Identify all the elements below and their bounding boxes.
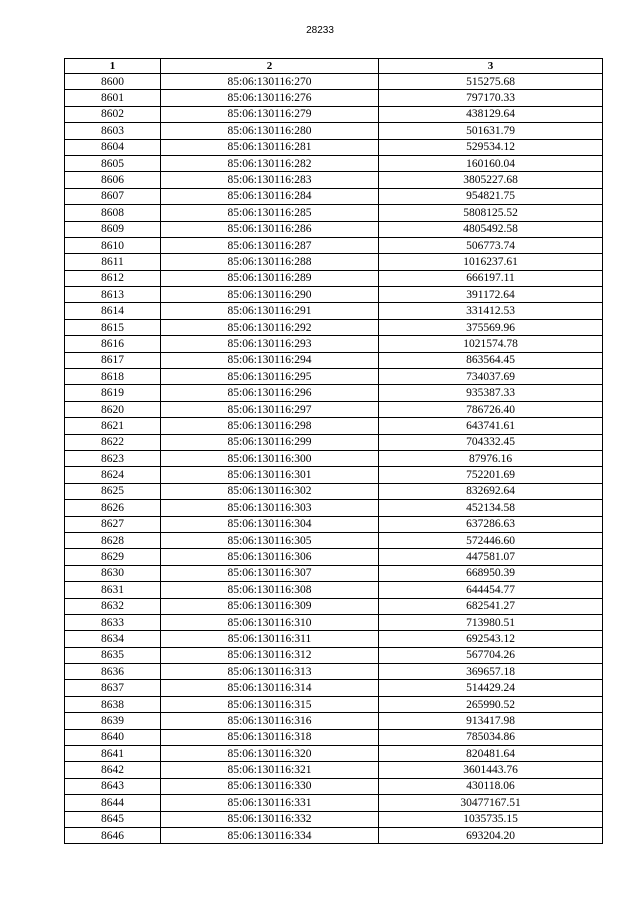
table-row bbox=[65, 680, 603, 696]
table-row bbox=[65, 746, 603, 762]
cadastral-number-cell: 85:06:130116:295 bbox=[161, 369, 379, 385]
value-cell: 643741.61 bbox=[379, 418, 603, 434]
value-cell: 832692.64 bbox=[379, 483, 603, 499]
table-row bbox=[65, 418, 603, 434]
table-body bbox=[65, 74, 603, 844]
value-cell: 4805492.58 bbox=[379, 221, 603, 237]
row-number-cell: 8613 bbox=[65, 287, 161, 303]
value-cell: 1021574.78 bbox=[379, 336, 603, 352]
row-number-cell: 8644 bbox=[65, 795, 161, 811]
value-cell: 637286.63 bbox=[379, 516, 603, 532]
table-row bbox=[65, 811, 603, 827]
header-cell-3: 3 bbox=[379, 59, 603, 74]
table-row bbox=[65, 139, 603, 155]
cadastral-number-cell: 85:06:130116:301 bbox=[161, 467, 379, 483]
table-row bbox=[65, 795, 603, 811]
cadastral-number-cell: 85:06:130116:302 bbox=[161, 483, 379, 499]
cadastral-number-cell: 85:06:130116:285 bbox=[161, 205, 379, 221]
value-cell: 3601443.76 bbox=[379, 762, 603, 778]
value-cell: 954821.75 bbox=[379, 188, 603, 204]
table-header bbox=[65, 59, 603, 74]
cadastral-number-cell: 85:06:130116:289 bbox=[161, 270, 379, 286]
value-cell: 452134.58 bbox=[379, 500, 603, 516]
cadastral-number-cell: 85:06:130116:320 bbox=[161, 746, 379, 762]
cadastral-number-cell: 85:06:130116:290 bbox=[161, 287, 379, 303]
value-cell: 30477167.51 bbox=[379, 795, 603, 811]
row-number-cell: 8638 bbox=[65, 696, 161, 712]
value-cell: 785034.86 bbox=[379, 729, 603, 745]
table-row bbox=[65, 827, 603, 843]
value-cell: 693204.20 bbox=[379, 827, 603, 843]
table-row bbox=[65, 287, 603, 303]
row-number-cell: 8609 bbox=[65, 221, 161, 237]
cadastral-number-cell: 85:06:130116:313 bbox=[161, 664, 379, 680]
table-row bbox=[65, 434, 603, 450]
cadastral-number-cell: 85:06:130116:297 bbox=[161, 401, 379, 417]
table-row bbox=[65, 155, 603, 171]
row-number-cell: 8642 bbox=[65, 762, 161, 778]
cadastral-number-cell: 85:06:130116:293 bbox=[161, 336, 379, 352]
row-number-cell: 8641 bbox=[65, 746, 161, 762]
row-number-cell: 8635 bbox=[65, 647, 161, 663]
row-number-cell: 8602 bbox=[65, 106, 161, 122]
value-cell: 682541.27 bbox=[379, 598, 603, 614]
row-number-cell: 8634 bbox=[65, 631, 161, 647]
table-row bbox=[65, 106, 603, 122]
cadastral-number-cell: 85:06:130116:330 bbox=[161, 778, 379, 794]
row-number-cell: 8633 bbox=[65, 614, 161, 630]
value-cell: 913417.98 bbox=[379, 713, 603, 729]
value-cell: 1016237.61 bbox=[379, 254, 603, 270]
cadastral-number-cell: 85:06:130116:270 bbox=[161, 74, 379, 90]
cadastral-number-cell: 85:06:130116:292 bbox=[161, 319, 379, 335]
table-row bbox=[65, 713, 603, 729]
cadastral-number-cell: 85:06:130116:284 bbox=[161, 188, 379, 204]
cadastral-number-cell: 85:06:130116:276 bbox=[161, 90, 379, 106]
value-cell: 572446.60 bbox=[379, 532, 603, 548]
value-cell: 797170.33 bbox=[379, 90, 603, 106]
row-number-cell: 8614 bbox=[65, 303, 161, 319]
table-row bbox=[65, 500, 603, 516]
row-number-cell: 8643 bbox=[65, 778, 161, 794]
cadastral-number-cell: 85:06:130116:282 bbox=[161, 155, 379, 171]
row-number-cell: 8604 bbox=[65, 139, 161, 155]
value-cell: 529534.12 bbox=[379, 139, 603, 155]
table-row bbox=[65, 270, 603, 286]
table-row bbox=[65, 221, 603, 237]
cadastral-number-cell: 85:06:130116:286 bbox=[161, 221, 379, 237]
cadastral-number-cell: 85:06:130116:291 bbox=[161, 303, 379, 319]
cadastral-number-cell: 85:06:130116:332 bbox=[161, 811, 379, 827]
row-number-cell: 8632 bbox=[65, 598, 161, 614]
value-cell: 734037.69 bbox=[379, 369, 603, 385]
value-cell: 668950.39 bbox=[379, 565, 603, 581]
data-table bbox=[64, 58, 603, 844]
row-number-cell: 8621 bbox=[65, 418, 161, 434]
value-cell: 644454.77 bbox=[379, 582, 603, 598]
table-row bbox=[65, 549, 603, 565]
header-cell-2: 2 bbox=[161, 59, 379, 74]
row-number-cell: 8612 bbox=[65, 270, 161, 286]
row-number-cell: 8622 bbox=[65, 434, 161, 450]
table-row bbox=[65, 483, 603, 499]
cadastral-number-cell: 85:06:130116:308 bbox=[161, 582, 379, 598]
value-cell: 3805227.68 bbox=[379, 172, 603, 188]
cadastral-number-cell: 85:06:130116:334 bbox=[161, 827, 379, 843]
table-row bbox=[65, 565, 603, 581]
table-row bbox=[65, 582, 603, 598]
value-cell: 713980.51 bbox=[379, 614, 603, 630]
value-cell: 501631.79 bbox=[379, 123, 603, 139]
cadastral-number-cell: 85:06:130116:298 bbox=[161, 418, 379, 434]
header-row bbox=[65, 59, 603, 74]
value-cell: 704332.45 bbox=[379, 434, 603, 450]
cadastral-number-cell: 85:06:130116:300 bbox=[161, 450, 379, 466]
value-cell: 375569.96 bbox=[379, 319, 603, 335]
row-number-cell: 8629 bbox=[65, 549, 161, 565]
row-number-cell: 8601 bbox=[65, 90, 161, 106]
value-cell: 5808125.52 bbox=[379, 205, 603, 221]
cadastral-number-cell: 85:06:130116:296 bbox=[161, 385, 379, 401]
header-cell-1: 1 bbox=[65, 59, 161, 74]
table-row bbox=[65, 532, 603, 548]
cadastral-number-cell: 85:06:130116:283 bbox=[161, 172, 379, 188]
table-row bbox=[65, 516, 603, 532]
value-cell: 391172.64 bbox=[379, 287, 603, 303]
table-row bbox=[65, 352, 603, 368]
value-cell: 820481.64 bbox=[379, 746, 603, 762]
cadastral-number-cell: 85:06:130116:331 bbox=[161, 795, 379, 811]
value-cell: 1035735.15 bbox=[379, 811, 603, 827]
cadastral-number-cell: 85:06:130116:306 bbox=[161, 549, 379, 565]
cadastral-number-cell: 85:06:130116:280 bbox=[161, 123, 379, 139]
row-number-cell: 8630 bbox=[65, 565, 161, 581]
row-number-cell: 8618 bbox=[65, 369, 161, 385]
table-row bbox=[65, 319, 603, 335]
cadastral-number-cell: 85:06:130116:310 bbox=[161, 614, 379, 630]
table-row bbox=[65, 369, 603, 385]
table-row bbox=[65, 664, 603, 680]
row-number-cell: 8611 bbox=[65, 254, 161, 270]
cadastral-number-cell: 85:06:130116:305 bbox=[161, 532, 379, 548]
table-row bbox=[65, 467, 603, 483]
cadastral-number-cell: 85:06:130116:316 bbox=[161, 713, 379, 729]
table-row bbox=[65, 647, 603, 663]
row-number-cell: 8625 bbox=[65, 483, 161, 499]
cadastral-number-cell: 85:06:130116:307 bbox=[161, 565, 379, 581]
table-row bbox=[65, 450, 603, 466]
row-number-cell: 8627 bbox=[65, 516, 161, 532]
row-number-cell: 8616 bbox=[65, 336, 161, 352]
row-number-cell: 8605 bbox=[65, 155, 161, 171]
value-cell: 752201.69 bbox=[379, 467, 603, 483]
row-number-cell: 8637 bbox=[65, 680, 161, 696]
value-cell: 438129.64 bbox=[379, 106, 603, 122]
row-number-cell: 8639 bbox=[65, 713, 161, 729]
value-cell: 692543.12 bbox=[379, 631, 603, 647]
table-row bbox=[65, 254, 603, 270]
table-row bbox=[65, 303, 603, 319]
cadastral-number-cell: 85:06:130116:299 bbox=[161, 434, 379, 450]
value-cell: 87976.16 bbox=[379, 450, 603, 466]
row-number-cell: 8636 bbox=[65, 664, 161, 680]
table-row bbox=[65, 385, 603, 401]
table-row bbox=[65, 696, 603, 712]
row-number-cell: 8610 bbox=[65, 237, 161, 253]
row-number-cell: 8603 bbox=[65, 123, 161, 139]
page-number: 28233 bbox=[306, 25, 334, 36]
cadastral-number-cell: 85:06:130116:318 bbox=[161, 729, 379, 745]
row-number-cell: 8626 bbox=[65, 500, 161, 516]
table-row bbox=[65, 598, 603, 614]
table-row bbox=[65, 614, 603, 630]
value-cell: 514429.24 bbox=[379, 680, 603, 696]
row-number-cell: 8620 bbox=[65, 401, 161, 417]
table-row bbox=[65, 188, 603, 204]
row-number-cell: 8607 bbox=[65, 188, 161, 204]
value-cell: 666197.11 bbox=[379, 270, 603, 286]
value-cell: 515275.68 bbox=[379, 74, 603, 90]
row-number-cell: 8619 bbox=[65, 385, 161, 401]
table-row bbox=[65, 631, 603, 647]
cadastral-number-cell: 85:06:130116:288 bbox=[161, 254, 379, 270]
table-row bbox=[65, 401, 603, 417]
row-number-cell: 8606 bbox=[65, 172, 161, 188]
cadastral-number-cell: 85:06:130116:294 bbox=[161, 352, 379, 368]
table-row bbox=[65, 205, 603, 221]
cadastral-number-cell: 85:06:130116:287 bbox=[161, 237, 379, 253]
cadastral-number-cell: 85:06:130116:315 bbox=[161, 696, 379, 712]
value-cell: 863564.45 bbox=[379, 352, 603, 368]
table-row bbox=[65, 172, 603, 188]
value-cell: 935387.33 bbox=[379, 385, 603, 401]
row-number-cell: 8623 bbox=[65, 450, 161, 466]
cadastral-number-cell: 85:06:130116:279 bbox=[161, 106, 379, 122]
table-row bbox=[65, 762, 603, 778]
value-cell: 567704.26 bbox=[379, 647, 603, 663]
value-cell: 331412.53 bbox=[379, 303, 603, 319]
row-number-cell: 8645 bbox=[65, 811, 161, 827]
row-number-cell: 8628 bbox=[65, 532, 161, 548]
table-row bbox=[65, 90, 603, 106]
row-number-cell: 8646 bbox=[65, 827, 161, 843]
table-row bbox=[65, 237, 603, 253]
cadastral-number-cell: 85:06:130116:304 bbox=[161, 516, 379, 532]
row-number-cell: 8600 bbox=[65, 74, 161, 90]
row-number-cell: 8631 bbox=[65, 582, 161, 598]
value-cell: 265990.52 bbox=[379, 696, 603, 712]
table-row bbox=[65, 336, 603, 352]
row-number-cell: 8624 bbox=[65, 467, 161, 483]
table-row bbox=[65, 729, 603, 745]
cadastral-number-cell: 85:06:130116:303 bbox=[161, 500, 379, 516]
table-row bbox=[65, 74, 603, 90]
cadastral-number-cell: 85:06:130116:314 bbox=[161, 680, 379, 696]
value-cell: 369657.18 bbox=[379, 664, 603, 680]
row-number-cell: 8615 bbox=[65, 319, 161, 335]
cadastral-number-cell: 85:06:130116:311 bbox=[161, 631, 379, 647]
cadastral-number-cell: 85:06:130116:312 bbox=[161, 647, 379, 663]
value-cell: 506773.74 bbox=[379, 237, 603, 253]
value-cell: 786726.40 bbox=[379, 401, 603, 417]
value-cell: 430118.06 bbox=[379, 778, 603, 794]
table-row bbox=[65, 778, 603, 794]
row-number-cell: 8608 bbox=[65, 205, 161, 221]
value-cell: 447581.07 bbox=[379, 549, 603, 565]
row-number-cell: 8617 bbox=[65, 352, 161, 368]
row-number-cell: 8640 bbox=[65, 729, 161, 745]
table-row bbox=[65, 123, 603, 139]
cadastral-number-cell: 85:06:130116:321 bbox=[161, 762, 379, 778]
cadastral-number-cell: 85:06:130116:281 bbox=[161, 139, 379, 155]
cadastral-number-cell: 85:06:130116:309 bbox=[161, 598, 379, 614]
value-cell: 160160.04 bbox=[379, 155, 603, 171]
